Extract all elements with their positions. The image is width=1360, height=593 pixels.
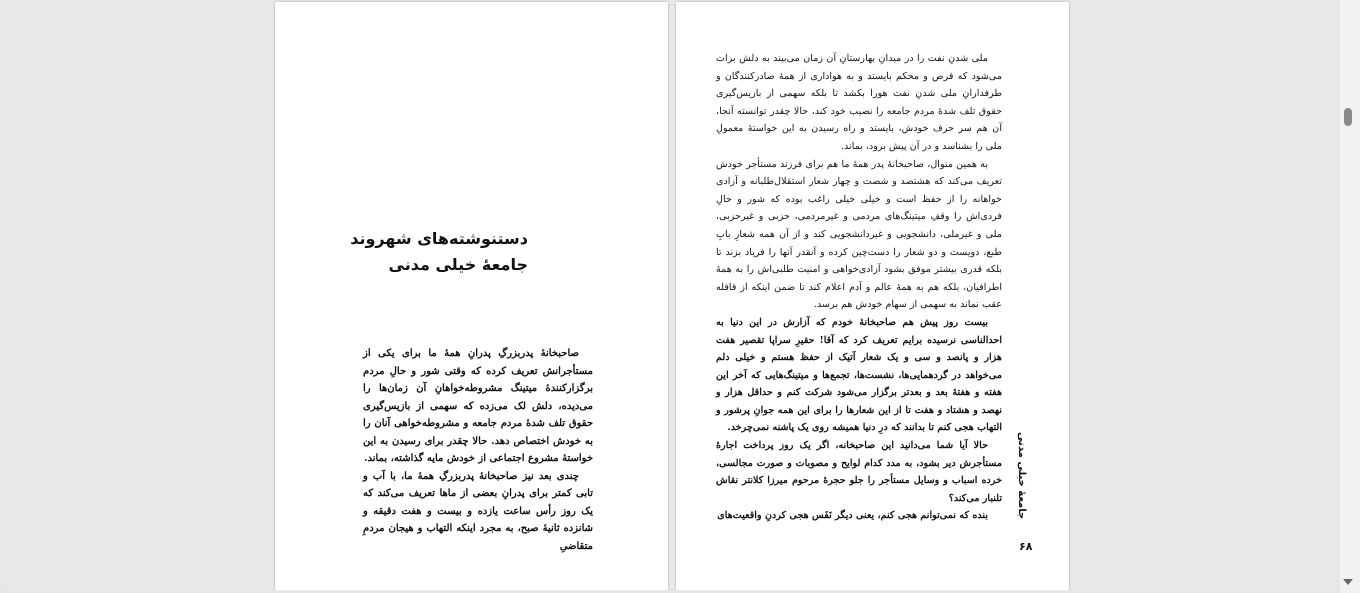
vertical-scrollbar[interactable]	[1340, 0, 1360, 593]
right-body-text	[716, 50, 1002, 525]
paragraph: به همین منوال، صاحبخانهٔ پدر همهٔ ما هم برای فرزند مستأجر خودش تعریف می‌کند که هشتصد و شصت و چهار شعار استقلال‌طلبانه و آزادی خواهانه را از حفظ است و خیلی خیلی راغب بوده که شور و حالِ فردی‌اش را وقفِ میتینگ‌های مردمی و غیرمردمی، حزبی و غیرحزبی، ملی و غیرملی، دانشجویی و غیردانشجویی کند و از آن همه شعارِ بابِ طبع، دویست و دو شعار را دست‌چین کرده و آنقدر آنها را فریاد بزند تا بلکه قدری بیشتر موفق بشود آزادی‌خواهی و امنیت طلبی‌اش را به همهٔ اطرافیان، بلکه هم به همهٔ عالم و آدم اعلام کند تا ضمن اینکه از قافله عقب نماند به سهمی از سهام خودش هم برسد.	[716, 158, 1002, 311]
title-line-1: دستنوشته‌های شهروند	[350, 229, 528, 248]
scrollbar-thumb[interactable]	[1344, 108, 1352, 126]
paragraph: بنده که نمی‌توانم هجی کنم، یعنی دیگر نَفَس هجی کردنِ واقعیت‌های	[717, 510, 988, 522]
title-line-2: جامعهٔ خیلی مدنی	[388, 255, 528, 274]
document-viewer	[4, 0, 1340, 590]
left-body-text	[363, 345, 593, 555]
page-number: ۶۸	[1019, 540, 1033, 553]
running-head: جامعهٔ خیلی مدنی	[1016, 432, 1027, 520]
paragraph: بیست روز پیش هم صاحبخانهٔ خودم که آزارش در این دنیا به احدالناسی نرسیده برایم تعریف کرد که آقا! حقیرِ سراپا تقصیر هفت هزار و پانصد و سی و یک شعار آتیک از حفظ هستم و خیلی دلم می‌خواهد در گردهمایی‌ها، نشست‌ها، تجمع‌ها و میتینگ‌هایی که آخر این هفته و هفتهٔ بعد و بعدتر برگزار می‌شود شرکت کنم و حداقل هزار و نهصد و هشتاد و هفت تا از این شعارها را برای این همه جوانِ پرشور و التهاب هجی کنم تا بدانند که درِ دنیا همیشه روی یک پاشنه نمی‌چرخد.	[716, 316, 1002, 434]
paragraph: صاحبخانهٔ پدربزرگِ پدرانِ همهٔ ما برای یکی از مستأجرانش تعریف کرده که وقتی شور و حالِ مردم برگزارکنندهٔ میتینگ مشروطه‌خواهانِ آن زمان‌ها را می‌دیده، دلش لک می‌زده که سهمی از بازیس‌گیری حقوق تلف شدهٔ مردم جامعه و مشروطه‌خواهی آنان را به خودش اختصاص دهد. حالا چقدر برای رسیدن به این خواستهٔ مشروع اجتماعی از خودش مایه گذاشته، بماند.	[363, 348, 593, 464]
paragraph: ملی شدنِ نفت را در میدانِ بهارستانِ آن زمان می‌بیند به دلش برات می‌شود که قرص و محکم بایستد و به هواداری از همهٔ صادرکنندگان و طرفدارانِ ملی شدنِ نفت هورا بکشد تا بلکه سهمی از بازیس‌گیری حقوق تلف شدهٔ مردم جامعه را نصیب خود کند، حالا چقدر توانسته آنجا، آن هم سر حرف خودش، بایستد و راه رسیدن به این خواستهٔ معمولِ ملی را بشناسد و در آن پیش برود، بماند.	[716, 53, 1002, 152]
left-page	[275, 2, 668, 590]
scroll-down-arrow-icon[interactable]	[1343, 579, 1353, 585]
book-title	[275, 226, 668, 278]
paragraph: چندی بعد نیز صاحبخانهٔ پدربزرگِ همهٔ ما، با آب و تابی کمتر برای پدرانِ بعضی از ماها تعریف می‌کند که یک روز رأس ساعت یازده و بیست و هفت دقیقه و شانزده ثانیهٔ صبح، به مجرد اینکه التهاب و هیجان مردمِ متقاضیِ	[363, 470, 593, 552]
paragraph: حالا آیا شما می‌دانید این صاحبخانه، اگر یک روز پرداخت اجارهٔ مستأجرش دیر بشود، به مدد کدام لوایح و مصوبات و صورت مجالسی، خرده اسباب و وسایل مستأجر را جلو حجرهٔ مرحوم میرزا کلانتر نقاش تلنبار می‌کند؟	[716, 440, 1002, 504]
right-page	[676, 2, 1069, 590]
